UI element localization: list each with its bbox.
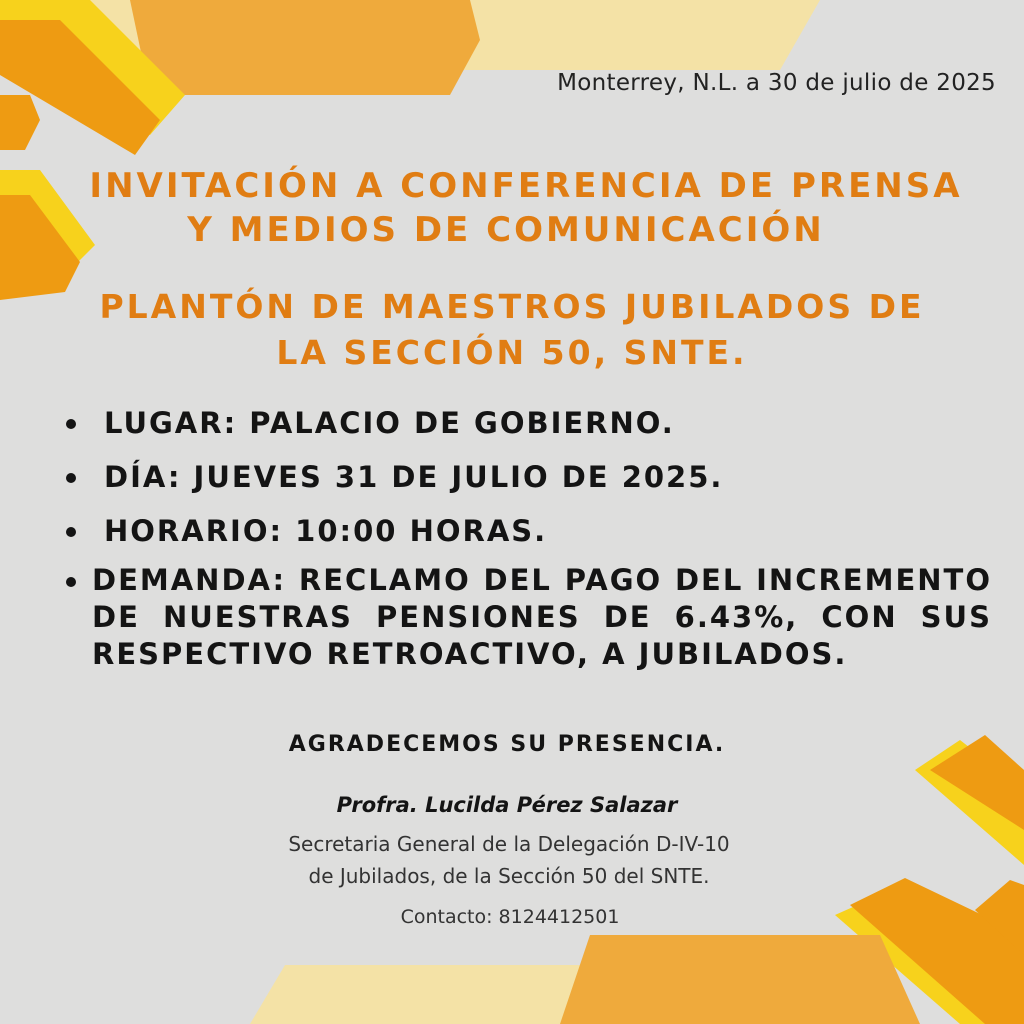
contact-line: Contacto: 8124412501: [400, 906, 620, 928]
signer-role-line1: Secretaria General de la Delegación D-IV-10: [288, 832, 730, 856]
detail-place: LUGAR: PALACIO DE GOBIERNO.: [62, 396, 992, 450]
invitation-title: [0, 164, 1024, 252]
date-line: Monterrey, N.L. a 30 de julio de 2025: [557, 70, 996, 96]
event-title-line2: LA SECCIÓN 50, SNTE.: [276, 333, 748, 372]
invitation-title-line2: Y MEDIOS DE COMUNICACIÓN: [187, 210, 825, 250]
event-details-list: [62, 396, 992, 673]
thanks-line: AGRADECEMOS SU PRESENCIA.: [288, 732, 726, 757]
signer-role-line2: de Jubilados, de la Sección 50 del SNTE.: [308, 864, 710, 888]
event-title-line1: PLANTÓN DE MAESTROS JUBILADOS DE: [99, 287, 925, 326]
detail-day: DÍA: JUEVES 31 DE JULIO DE 2025.: [62, 450, 992, 504]
detail-time: HORARIO: 10:00 HORAS.: [62, 504, 992, 558]
signer-role: [0, 828, 1024, 892]
invitation-title-line1: INVITACIÓN A CONFERENCIA DE PRENSA: [89, 166, 963, 206]
signer-name: Profra. Lucilda Pérez Salazar: [336, 793, 678, 817]
event-title: [0, 284, 1024, 376]
detail-demand: DEMANDA: RECLAMO DEL PAGO DEL INCREMENTO DE NUESTRAS PENSIONES DE 6.43%, CON SUS RESPECTIVO RETROACTIVO, A JUBILADOS.: [62, 562, 992, 673]
